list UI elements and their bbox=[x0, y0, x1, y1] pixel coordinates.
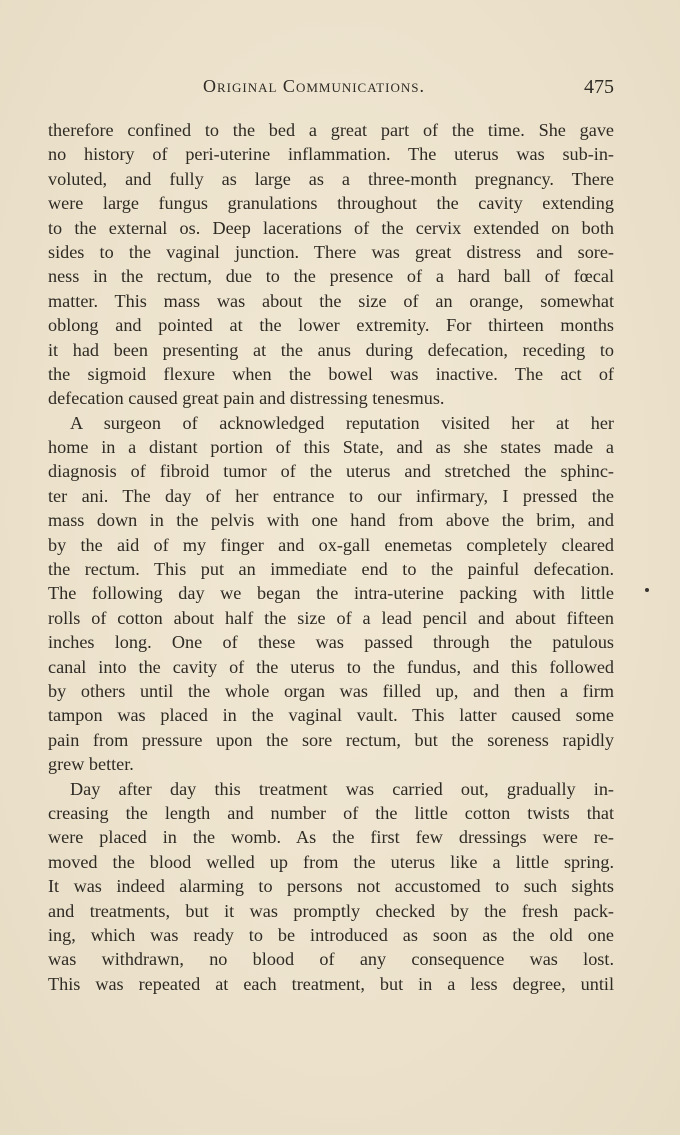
ink-speck bbox=[645, 588, 649, 592]
text-line: to the external os. Deep lacerations of the cervix extended on both bbox=[48, 217, 614, 238]
text-line: rolls of cotton about half the size of a lead pencil and about fifteen bbox=[48, 607, 614, 628]
text-line: It was indeed alarming to persons not accustomed to such sights bbox=[48, 876, 614, 897]
text-line: This was repeated at each treatment, but in a less degree, until bbox=[48, 973, 614, 994]
text-line: were large fungus granulations throughout the cavity extending bbox=[48, 193, 614, 214]
body-text bbox=[48, 118, 614, 996]
text-line: A surgeon of acknowledged reputation visited her at her bbox=[70, 412, 614, 433]
text-line: it had been presenting at the anus during defecation, receding to bbox=[48, 339, 614, 360]
text-line: was withdrawn, no blood of any consequence was lost. bbox=[48, 949, 614, 970]
page-number: 475 bbox=[584, 76, 614, 98]
text-line: creasing the length and number of the little cotton twists that bbox=[48, 802, 614, 823]
text-line: were placed in the womb. As the first few dressings were re- bbox=[48, 827, 614, 848]
text-line: by the aid of my finger and ox-gall enemetas completely cleared bbox=[48, 534, 614, 555]
text-line: and treatments, but it was promptly checked by the fresh pack- bbox=[48, 900, 614, 921]
text-line: defecation caused great pain and distressing tenesmus. bbox=[48, 388, 445, 409]
text-line: by others until the whole organ was filled up, and then a firm bbox=[48, 680, 614, 701]
text-line: sides to the vaginal junction. There was great distress and sore- bbox=[48, 241, 614, 262]
text-line: The following day we began the intra-uterine packing with little bbox=[48, 583, 614, 604]
text-line: Day after day this treatment was carried out, gradually in- bbox=[70, 778, 614, 799]
text-line: inches long. One of these was passed through the patulous bbox=[48, 632, 614, 653]
text-line: voluted, and fully as large as a three-month pregnancy. There bbox=[48, 168, 614, 189]
text-line: tampon was placed in the vaginal vault. This latter caused some bbox=[48, 705, 614, 726]
text-line: ing, which was ready to be introduced as soon as the old one bbox=[48, 924, 614, 945]
text-line: moved the blood welled up from the uterus like a little spring. bbox=[48, 851, 614, 872]
text-line: no history of peri-uterine inflammation. The uterus was sub-in- bbox=[48, 144, 614, 165]
text-line: matter. This mass was about the size of an orange, somewhat bbox=[48, 290, 614, 311]
text-line: the sigmoid flexure when the bowel was inactive. The act of bbox=[48, 363, 614, 384]
text-line: home in a distant portion of this State, and as she states made a bbox=[48, 437, 614, 458]
text-line: mass down in the pelvis with one hand from above the brim, and bbox=[48, 510, 614, 531]
text-line: diagnosis of fibroid tumor of the uterus and stretched the sphinc- bbox=[48, 461, 614, 482]
page-header bbox=[48, 76, 614, 102]
text-line: ter ani. The day of her entrance to our infirmary, I pressed the bbox=[48, 485, 614, 506]
text-line: pain from pressure upon the sore rectum, but the soreness rapidly bbox=[48, 729, 614, 750]
running-head: Original Communications. bbox=[203, 76, 425, 96]
text-line: therefore confined to the bed a great part of the time. She gave bbox=[48, 120, 614, 140]
text-line: ness in the rectum, due to the presence of a hard ball of fœcal bbox=[48, 266, 614, 287]
text-line: oblong and pointed at the lower extremity. For thirteen months bbox=[48, 315, 614, 336]
text-line: the rectum. This put an immediate end to the painful defecation. bbox=[48, 559, 614, 580]
text-line: grew better. bbox=[48, 754, 134, 775]
text-line: canal into the cavity of the uterus to the fundus, and this followed bbox=[48, 656, 614, 677]
